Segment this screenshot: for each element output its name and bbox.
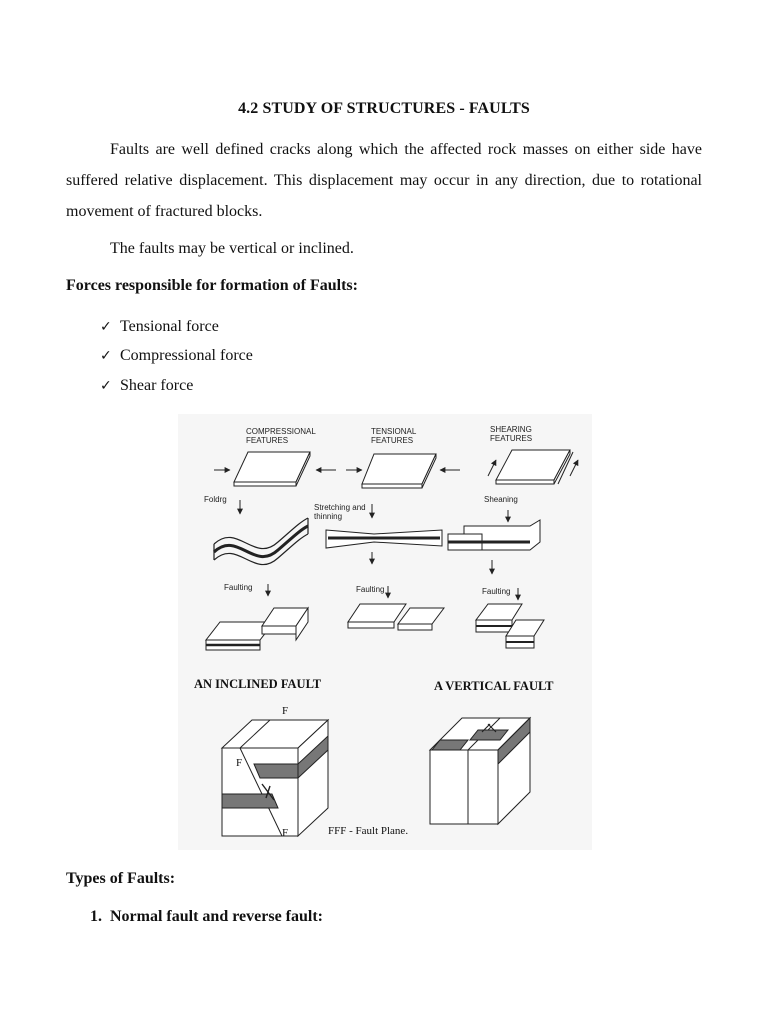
list-item-label: Tensional force <box>120 317 219 335</box>
faulting-label-2: Faulting <box>356 585 385 594</box>
fault-marker-top: F <box>282 705 289 717</box>
tensional-slab <box>362 454 436 488</box>
shearing-slab <box>496 450 573 484</box>
forces-heading: Forces responsible for formation of Faults: <box>66 277 358 294</box>
fault-plane-caption: FFF - Fault Plane. <box>328 825 409 837</box>
types-item-number: 1. <box>90 908 102 925</box>
sheared-block <box>448 520 540 550</box>
list-item-label: Compressional force <box>120 347 253 365</box>
stretched-layers <box>326 530 442 548</box>
check-icon: ✓ <box>100 377 112 394</box>
vertical-fault-block <box>430 718 530 824</box>
header-tensional: TENSIONAL <box>371 427 417 436</box>
folded-layers <box>214 518 308 565</box>
tensional-fault-blocks <box>348 604 444 630</box>
header-compressional-2: FEATURES <box>246 436 289 445</box>
header-shearing-2: FEATURES <box>490 434 533 443</box>
arrow-up-icon <box>488 460 496 476</box>
check-icon: ✓ <box>100 348 112 365</box>
header-compressional: COMPRESSIONAL <box>246 427 316 436</box>
forces-list <box>100 312 253 401</box>
vertical-fault-title: A VERTICAL FAULT <box>434 679 554 693</box>
fault-diagram-svg <box>178 414 592 850</box>
inclined-fault-block <box>222 720 328 836</box>
section-title: 4.2 STUDY OF STRUCTURES - FAULTS <box>238 100 530 117</box>
types-item-label: Normal fault and reverse fault: <box>110 908 323 925</box>
stretching-label: Stretching and <box>314 503 366 512</box>
compressional-slab <box>234 452 310 486</box>
inclined-fault-title: AN INCLINED FAULT <box>194 677 322 691</box>
fault-marker-middle: F <box>236 757 243 769</box>
stretching-label-2: thinning <box>314 512 343 521</box>
header-shearing: SHEARING <box>490 425 532 434</box>
types-heading: Types of Faults: <box>66 870 176 887</box>
faulting-label-3: Faulting <box>482 587 511 596</box>
arrow-up-icon <box>570 460 578 476</box>
faulting-label-1: Faulting <box>224 583 253 592</box>
compressional-fault-blocks <box>206 608 308 650</box>
types-item-1 <box>90 908 323 926</box>
paragraph-definition: Faults are well defined cracks along which the affected rock masses on either side have suffered relative displacement. This displacement may occur in any direction, due to rotational movement of fractured blocks. <box>66 141 702 220</box>
paragraph-orientation: The faults may be vertical or inclined. <box>110 240 354 257</box>
folding-label: Foldrg <box>204 495 227 504</box>
header-tensional-2: FEATURES <box>371 436 414 445</box>
shear-fault-blocks <box>476 604 544 648</box>
check-icon: ✓ <box>100 318 112 335</box>
fault-marker-bottom: F <box>282 827 289 839</box>
list-item <box>100 312 253 342</box>
fault-diagram-figure <box>178 414 592 850</box>
list-item <box>100 342 253 372</box>
list-item <box>100 371 253 401</box>
list-item-label: Shear force <box>120 376 194 394</box>
shearing-label: Sheaning <box>484 495 518 504</box>
